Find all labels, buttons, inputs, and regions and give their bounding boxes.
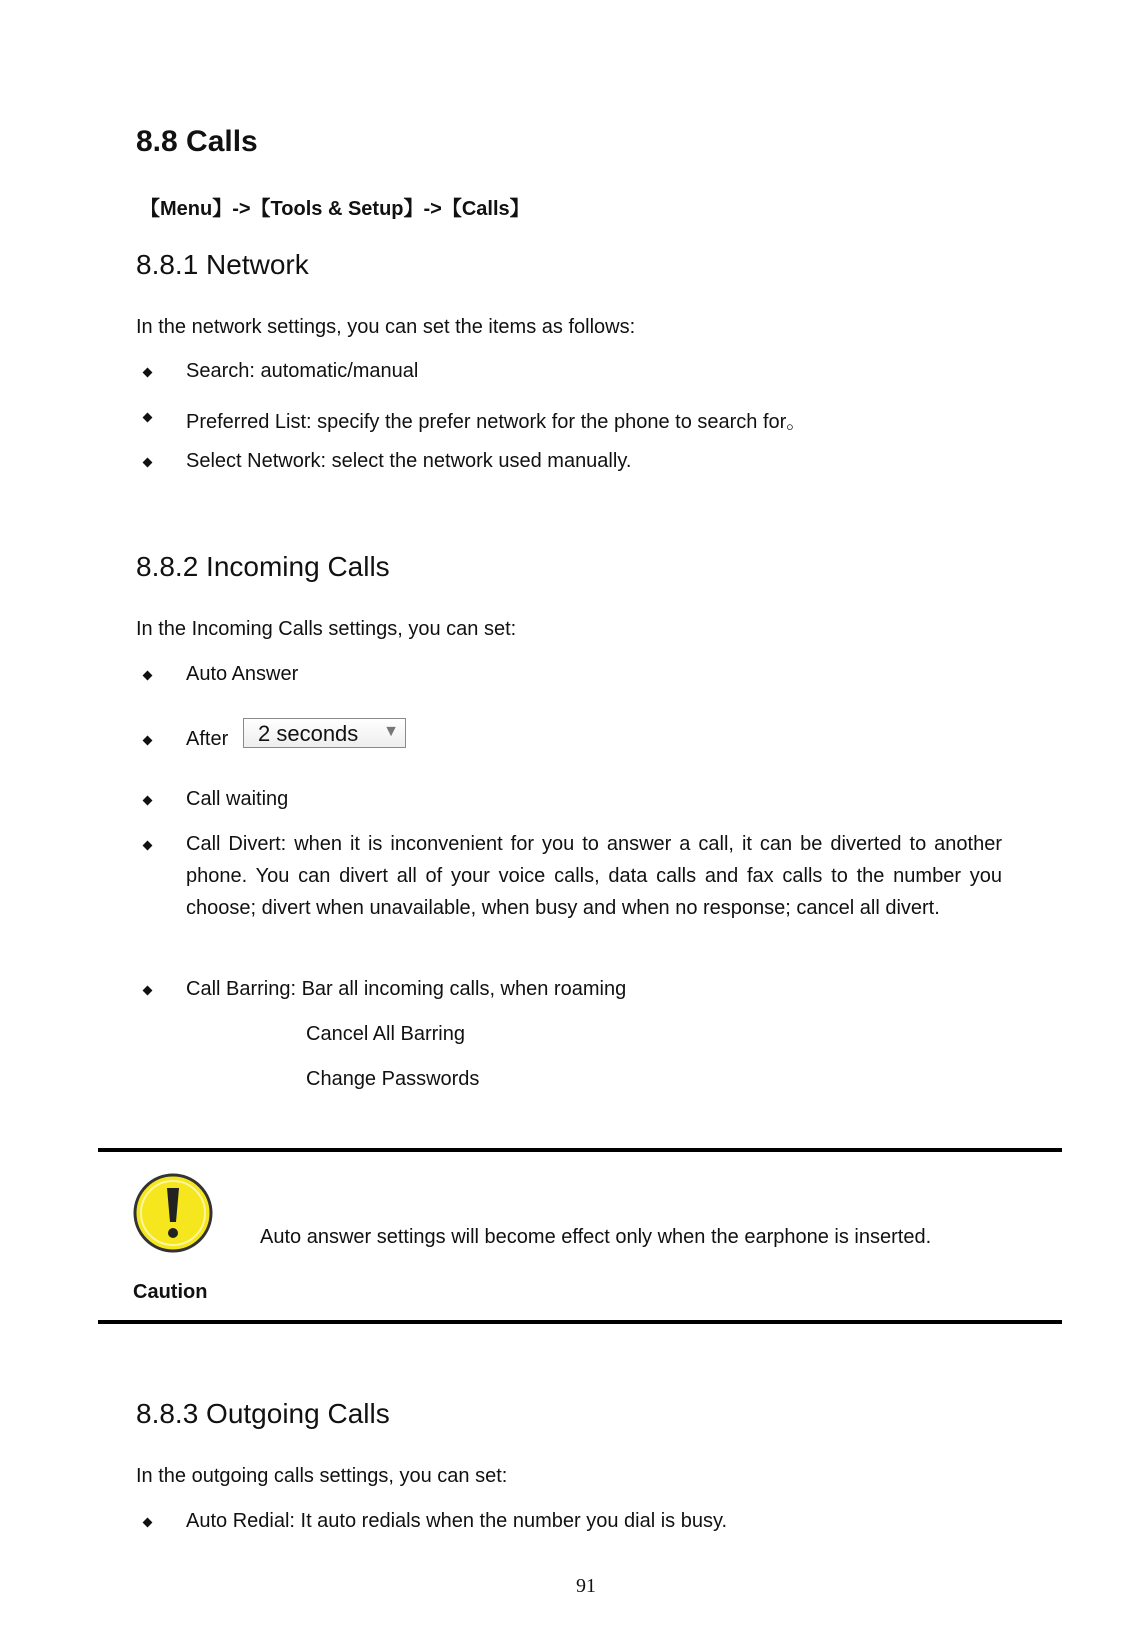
network-item-search: Search: automatic/manual bbox=[186, 360, 419, 382]
bullet-icon bbox=[143, 413, 153, 423]
caution-label: Caution bbox=[133, 1281, 208, 1303]
section-title: 8.8 Calls bbox=[136, 125, 258, 158]
call-waiting-item: Call waiting bbox=[186, 788, 289, 810]
bullet-icon bbox=[143, 458, 153, 468]
menu-path: 【Menu】->【Tools & Setup】->【Calls】 bbox=[140, 198, 530, 220]
call-barring-item: Call Barring: Bar all incoming calls, when roaming bbox=[186, 978, 627, 1000]
incoming-heading: 8.8.2 Incoming Calls bbox=[136, 551, 390, 582]
bullet-icon bbox=[143, 671, 153, 681]
caution-bottom-rule bbox=[98, 1320, 1062, 1324]
bullet-icon bbox=[143, 796, 153, 806]
bullet-icon bbox=[143, 986, 153, 996]
caution-text: Auto answer settings will become effect only when the earphone is inserted. bbox=[260, 1226, 932, 1248]
cancel-all-barring-item: Cancel All Barring bbox=[306, 1023, 465, 1045]
incoming-intro: In the Incoming Calls settings, you can set: bbox=[136, 618, 517, 640]
bullet-icon bbox=[143, 841, 153, 851]
auto-redial-item: Auto Redial: It auto redials when the number you dial is busy. bbox=[186, 1510, 728, 1532]
after-label: After bbox=[186, 728, 229, 750]
bullet-icon bbox=[143, 736, 153, 746]
page-number: 91 bbox=[576, 1575, 596, 1597]
network-heading: 8.8.1 Network bbox=[136, 249, 309, 280]
bullet-icon bbox=[143, 1518, 153, 1528]
network-item-select: Select Network: select the network used manually. bbox=[186, 450, 632, 472]
bullet-icon bbox=[143, 368, 153, 378]
warning-icon bbox=[132, 1172, 214, 1254]
auto-answer-delay-select[interactable] bbox=[243, 718, 406, 748]
dropdown-arrow-icon: ▼ bbox=[383, 723, 399, 740]
outgoing-intro: In the outgoing calls settings, you can set: bbox=[136, 1465, 508, 1487]
change-passwords-item: Change Passwords bbox=[306, 1068, 480, 1090]
auto-answer-item: Auto Answer bbox=[186, 663, 299, 685]
caution-top-rule bbox=[98, 1148, 1062, 1152]
network-intro: In the network settings, you can set the items as follows: bbox=[136, 316, 636, 338]
auto-answer-delay-value: 2 seconds bbox=[258, 721, 359, 746]
network-item-preferred: Preferred List: specify the prefer network for the phone to search for。 bbox=[186, 411, 807, 433]
outgoing-heading: 8.8.3 Outgoing Calls bbox=[136, 1398, 390, 1429]
call-divert-item: Call Divert: when it is inconvenient for you to answer a call, it can be diverted to another phone. You can divert all of your voice calls, data calls and fax calls to the number you choose; divert when unavailable, when busy and when no response; cancel all divert. bbox=[186, 833, 1002, 919]
